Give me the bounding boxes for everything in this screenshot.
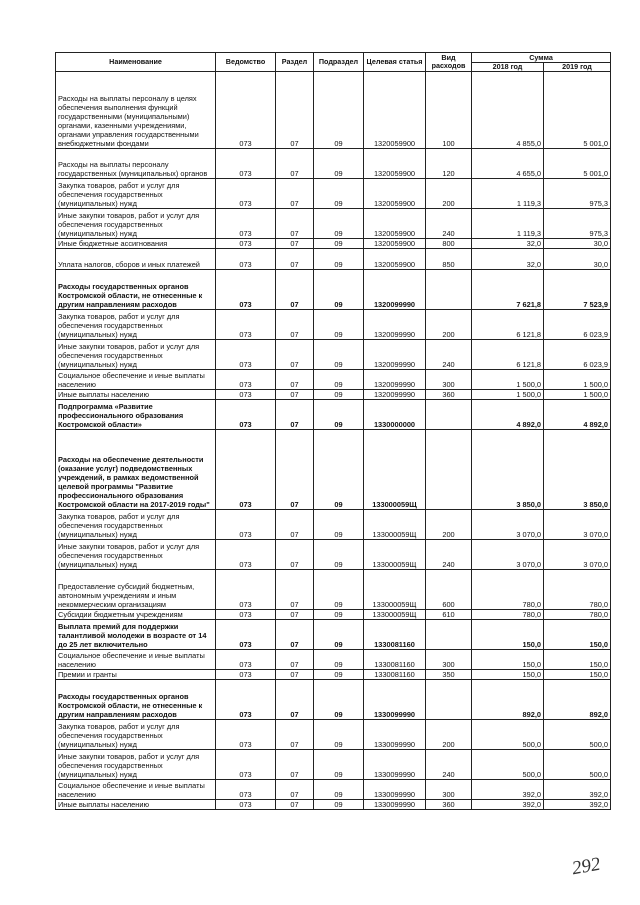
row-section: 07 bbox=[276, 72, 314, 149]
table-row bbox=[56, 780, 611, 800]
row-expense-type: 120 bbox=[426, 149, 472, 179]
row-expense-type bbox=[426, 270, 472, 310]
row-expense-type: 300 bbox=[426, 370, 472, 390]
row-section: 07 bbox=[276, 249, 314, 270]
row-expense-type: 200 bbox=[426, 179, 472, 209]
table-row bbox=[56, 650, 611, 670]
table-row bbox=[56, 72, 611, 149]
row-department: 073 bbox=[216, 430, 276, 510]
table-row bbox=[56, 179, 611, 209]
row-subsection: 09 bbox=[314, 209, 364, 239]
row-section: 07 bbox=[276, 650, 314, 670]
row-name: Предоставление субсидий бюджетным, автономным учреждениям и иным некоммерческим организациям bbox=[56, 570, 216, 610]
row-sum-2018: 4 655,0 bbox=[472, 149, 544, 179]
row-name: Социальное обеспечение и иные выплаты населению bbox=[56, 650, 216, 670]
row-expense-type: 360 bbox=[426, 390, 472, 400]
row-department: 073 bbox=[216, 149, 276, 179]
row-department: 073 bbox=[216, 72, 276, 149]
row-section: 07 bbox=[276, 620, 314, 650]
header-target: Целевая статья bbox=[364, 53, 426, 72]
row-department: 073 bbox=[216, 610, 276, 620]
row-department: 073 bbox=[216, 370, 276, 390]
row-expense-type bbox=[426, 680, 472, 720]
row-subsection: 09 bbox=[314, 720, 364, 750]
row-subsection: 09 bbox=[314, 650, 364, 670]
row-target: 133000059Щ bbox=[364, 570, 426, 610]
row-target: 1330099990 bbox=[364, 800, 426, 810]
row-sum-2018: 7 621,8 bbox=[472, 270, 544, 310]
row-section: 07 bbox=[276, 179, 314, 209]
row-sum-2019: 780,0 bbox=[544, 610, 611, 620]
table-row bbox=[56, 680, 611, 720]
row-department: 073 bbox=[216, 720, 276, 750]
row-section: 07 bbox=[276, 310, 314, 340]
row-target: 1320099990 bbox=[364, 270, 426, 310]
row-department: 073 bbox=[216, 510, 276, 540]
row-section: 07 bbox=[276, 340, 314, 370]
row-sum-2019: 975,3 bbox=[544, 209, 611, 239]
row-sum-2019: 3 070,0 bbox=[544, 510, 611, 540]
row-target: 133000059Щ bbox=[364, 540, 426, 570]
row-expense-type: 850 bbox=[426, 249, 472, 270]
row-subsection: 09 bbox=[314, 370, 364, 390]
row-sum-2018: 500,0 bbox=[472, 720, 544, 750]
row-section: 07 bbox=[276, 800, 314, 810]
row-section: 07 bbox=[276, 510, 314, 540]
row-sum-2018: 32,0 bbox=[472, 239, 544, 249]
row-sum-2018: 6 121,8 bbox=[472, 340, 544, 370]
row-subsection: 09 bbox=[314, 430, 364, 510]
table-row bbox=[56, 510, 611, 540]
row-name: Иные выплаты населению bbox=[56, 390, 216, 400]
row-target: 1330099990 bbox=[364, 680, 426, 720]
row-sum-2018: 150,0 bbox=[472, 620, 544, 650]
row-sum-2019: 392,0 bbox=[544, 800, 611, 810]
row-name: Расходы на выплаты персоналу в целях обеспечения выполнения функций государственными (муниципальными) органами, казенными учреждениями, органами управления государственными внебюджетными фондами bbox=[56, 72, 216, 149]
row-section: 07 bbox=[276, 390, 314, 400]
row-subsection: 09 bbox=[314, 540, 364, 570]
row-sum-2019: 1 500,0 bbox=[544, 390, 611, 400]
row-sum-2019: 500,0 bbox=[544, 720, 611, 750]
table-row bbox=[56, 620, 611, 650]
row-name: Расходы на обеспечение деятельности (оказание услуг) подведомственных учреждений, в рамках ведомственной целевой программы "Развитие профессионального образования Костромской области на 2017-2019 годы" bbox=[56, 430, 216, 510]
row-department: 073 bbox=[216, 340, 276, 370]
row-expense-type: 300 bbox=[426, 650, 472, 670]
header-section: Раздел bbox=[276, 53, 314, 72]
row-sum-2019: 150,0 bbox=[544, 620, 611, 650]
page-number-handwritten: 292 bbox=[570, 853, 603, 880]
row-department: 073 bbox=[216, 650, 276, 670]
row-department: 073 bbox=[216, 270, 276, 310]
row-target: 1330000000 bbox=[364, 400, 426, 430]
row-target: 133000059Щ bbox=[364, 510, 426, 540]
row-name: Иные бюджетные ассигнования bbox=[56, 239, 216, 249]
table-row bbox=[56, 209, 611, 239]
header-year-2018: 2018 год bbox=[472, 63, 544, 72]
row-expense-type: 100 bbox=[426, 72, 472, 149]
table-row bbox=[56, 720, 611, 750]
table-row bbox=[56, 270, 611, 310]
row-department: 073 bbox=[216, 209, 276, 239]
row-subsection: 09 bbox=[314, 249, 364, 270]
row-target: 1330081160 bbox=[364, 650, 426, 670]
table-row bbox=[56, 540, 611, 570]
row-target: 1330081160 bbox=[364, 670, 426, 680]
row-sum-2018: 3 850,0 bbox=[472, 430, 544, 510]
row-sum-2018: 6 121,8 bbox=[472, 310, 544, 340]
row-expense-type bbox=[426, 430, 472, 510]
row-name: Закупка товаров, работ и услуг для обеспечения государственных (муниципальных) нужд bbox=[56, 720, 216, 750]
row-sum-2018: 392,0 bbox=[472, 780, 544, 800]
row-subsection: 09 bbox=[314, 800, 364, 810]
row-target: 1320059900 bbox=[364, 209, 426, 239]
row-expense-type: 240 bbox=[426, 540, 472, 570]
row-section: 07 bbox=[276, 239, 314, 249]
row-sum-2018: 4 855,0 bbox=[472, 72, 544, 149]
header-year-2019: 2019 год bbox=[544, 63, 611, 72]
table-body bbox=[56, 72, 611, 810]
row-sum-2019: 892,0 bbox=[544, 680, 611, 720]
row-sum-2018: 3 070,0 bbox=[472, 510, 544, 540]
row-target: 1330099990 bbox=[364, 750, 426, 780]
row-sum-2019: 5 001,0 bbox=[544, 149, 611, 179]
table-row bbox=[56, 370, 611, 390]
row-target: 1320099990 bbox=[364, 310, 426, 340]
row-subsection: 09 bbox=[314, 239, 364, 249]
row-expense-type: 200 bbox=[426, 510, 472, 540]
row-subsection: 09 bbox=[314, 570, 364, 610]
row-sum-2019: 150,0 bbox=[544, 670, 611, 680]
table-row bbox=[56, 310, 611, 340]
row-sum-2019: 392,0 bbox=[544, 780, 611, 800]
row-sum-2018: 3 070,0 bbox=[472, 540, 544, 570]
row-name: Расходы государственных органов Костромской области, не отнесенные к другим направлениям расходов bbox=[56, 270, 216, 310]
row-name: Расходы государственных органов Костромской области, не отнесенные к другим направлениям расходов bbox=[56, 680, 216, 720]
row-sum-2018: 1 500,0 bbox=[472, 390, 544, 400]
row-target: 1320099990 bbox=[364, 340, 426, 370]
row-target: 1320059900 bbox=[364, 179, 426, 209]
row-target: 133000059Щ bbox=[364, 430, 426, 510]
row-target: 1320099990 bbox=[364, 370, 426, 390]
row-expense-type: 200 bbox=[426, 720, 472, 750]
table-row bbox=[56, 430, 611, 510]
row-section: 07 bbox=[276, 680, 314, 720]
row-subsection: 09 bbox=[314, 610, 364, 620]
row-section: 07 bbox=[276, 370, 314, 390]
row-sum-2018: 1 500,0 bbox=[472, 370, 544, 390]
row-department: 073 bbox=[216, 400, 276, 430]
row-name: Закупка товаров, работ и услуг для обеспечения государственных (муниципальных) нужд bbox=[56, 510, 216, 540]
row-sum-2019: 500,0 bbox=[544, 750, 611, 780]
row-section: 07 bbox=[276, 430, 314, 510]
table-row bbox=[56, 610, 611, 620]
header-subsection: Подраздел bbox=[314, 53, 364, 72]
row-subsection: 09 bbox=[314, 780, 364, 800]
row-department: 073 bbox=[216, 670, 276, 680]
row-subsection: 09 bbox=[314, 270, 364, 310]
row-name: Уплата налогов, сборов и иных платежей bbox=[56, 249, 216, 270]
row-sum-2019: 7 523,9 bbox=[544, 270, 611, 310]
row-subsection: 09 bbox=[314, 620, 364, 650]
row-sum-2019: 1 500,0 bbox=[544, 370, 611, 390]
row-sum-2019: 6 023,9 bbox=[544, 310, 611, 340]
row-target: 1320059900 bbox=[364, 249, 426, 270]
row-sum-2019: 30,0 bbox=[544, 239, 611, 249]
row-target: 1320059900 bbox=[364, 149, 426, 179]
row-target: 1320059900 bbox=[364, 239, 426, 249]
table-row bbox=[56, 750, 611, 780]
table-row bbox=[56, 340, 611, 370]
row-target: 1320099990 bbox=[364, 390, 426, 400]
row-sum-2019: 3 070,0 bbox=[544, 540, 611, 570]
row-subsection: 09 bbox=[314, 340, 364, 370]
row-subsection: 09 bbox=[314, 680, 364, 720]
table-row bbox=[56, 149, 611, 179]
row-expense-type: 800 bbox=[426, 239, 472, 249]
table-row bbox=[56, 390, 611, 400]
row-subsection: 09 bbox=[314, 400, 364, 430]
row-name: Иные закупки товаров, работ и услуг для обеспечения государственных (муниципальных) нужд bbox=[56, 209, 216, 239]
row-section: 07 bbox=[276, 670, 314, 680]
row-target: 1320059900 bbox=[364, 72, 426, 149]
row-name: Расходы на выплаты персоналу государственных (муниципальных) органов bbox=[56, 149, 216, 179]
row-department: 073 bbox=[216, 249, 276, 270]
row-department: 073 bbox=[216, 310, 276, 340]
row-sum-2019: 30,0 bbox=[544, 249, 611, 270]
row-sum-2019: 6 023,9 bbox=[544, 340, 611, 370]
row-section: 07 bbox=[276, 720, 314, 750]
row-section: 07 bbox=[276, 540, 314, 570]
row-target: 133000059Щ bbox=[364, 610, 426, 620]
row-expense-type: 610 bbox=[426, 610, 472, 620]
table-row bbox=[56, 670, 611, 680]
row-department: 073 bbox=[216, 680, 276, 720]
row-department: 073 bbox=[216, 540, 276, 570]
row-expense-type: 600 bbox=[426, 570, 472, 610]
row-subsection: 09 bbox=[314, 179, 364, 209]
row-target: 1330099990 bbox=[364, 720, 426, 750]
header-department: Ведомство bbox=[216, 53, 276, 72]
row-sum-2018: 4 892,0 bbox=[472, 400, 544, 430]
table-row bbox=[56, 239, 611, 249]
row-subsection: 09 bbox=[314, 310, 364, 340]
row-name: Выплата премий для поддержки талантливой молодежи в возрасте от 14 до 25 лет включительно bbox=[56, 620, 216, 650]
row-sum-2019: 3 850,0 bbox=[544, 430, 611, 510]
row-department: 073 bbox=[216, 750, 276, 780]
row-sum-2018: 892,0 bbox=[472, 680, 544, 720]
row-department: 073 bbox=[216, 780, 276, 800]
row-sum-2018: 150,0 bbox=[472, 650, 544, 670]
row-expense-type bbox=[426, 400, 472, 430]
row-name: Премии и гранты bbox=[56, 670, 216, 680]
row-section: 07 bbox=[276, 400, 314, 430]
row-sum-2019: 5 001,0 bbox=[544, 72, 611, 149]
row-target: 1330099990 bbox=[364, 780, 426, 800]
row-department: 073 bbox=[216, 570, 276, 610]
row-section: 07 bbox=[276, 270, 314, 310]
row-subsection: 09 bbox=[314, 510, 364, 540]
row-expense-type: 240 bbox=[426, 340, 472, 370]
row-sum-2018: 392,0 bbox=[472, 800, 544, 810]
row-expense-type: 350 bbox=[426, 670, 472, 680]
table-row bbox=[56, 249, 611, 270]
row-sum-2018: 1 119,3 bbox=[472, 209, 544, 239]
row-expense-type: 360 bbox=[426, 800, 472, 810]
table-row bbox=[56, 570, 611, 610]
row-section: 07 bbox=[276, 149, 314, 179]
row-sum-2019: 975,3 bbox=[544, 179, 611, 209]
row-name: Иные выплаты населению bbox=[56, 800, 216, 810]
row-expense-type: 300 bbox=[426, 780, 472, 800]
row-subsection: 09 bbox=[314, 670, 364, 680]
row-subsection: 09 bbox=[314, 149, 364, 179]
row-sum-2019: 150,0 bbox=[544, 650, 611, 670]
row-name: Иные закупки товаров, работ и услуг для обеспечения государственных (муниципальных) нужд bbox=[56, 750, 216, 780]
row-section: 07 bbox=[276, 570, 314, 610]
row-department: 073 bbox=[216, 800, 276, 810]
row-section: 07 bbox=[276, 209, 314, 239]
header-expense-type: Вид расходов bbox=[426, 53, 472, 72]
row-name: Субсидии бюджетным учреждениям bbox=[56, 610, 216, 620]
header-sum: Сумма bbox=[472, 53, 611, 63]
row-name: Иные закупки товаров, работ и услуг для обеспечения государственных (муниципальных) нужд bbox=[56, 340, 216, 370]
row-sum-2018: 150,0 bbox=[472, 670, 544, 680]
row-name: Закупка товаров, работ и услуг для обеспечения государственных (муниципальных) нужд bbox=[56, 179, 216, 209]
row-expense-type: 200 bbox=[426, 310, 472, 340]
row-section: 07 bbox=[276, 610, 314, 620]
row-sum-2018: 780,0 bbox=[472, 570, 544, 610]
row-expense-type: 240 bbox=[426, 209, 472, 239]
row-sum-2019: 4 892,0 bbox=[544, 400, 611, 430]
row-expense-type: 240 bbox=[426, 750, 472, 780]
row-name: Социальное обеспечение и иные выплаты населению bbox=[56, 370, 216, 390]
row-department: 073 bbox=[216, 179, 276, 209]
row-section: 07 bbox=[276, 780, 314, 800]
row-department: 073 bbox=[216, 620, 276, 650]
row-sum-2018: 500,0 bbox=[472, 750, 544, 780]
row-name: Иные закупки товаров, работ и услуг для обеспечения государственных (муниципальных) нужд bbox=[56, 540, 216, 570]
header-name: Наименование bbox=[56, 53, 216, 72]
row-subsection: 09 bbox=[314, 390, 364, 400]
row-name: Подпрограмма «Развитие профессионального образования Костромской области» bbox=[56, 400, 216, 430]
row-sum-2018: 1 119,3 bbox=[472, 179, 544, 209]
row-name: Закупка товаров, работ и услуг для обеспечения государственных (муниципальных) нужд bbox=[56, 310, 216, 340]
row-subsection: 09 bbox=[314, 750, 364, 780]
row-sum-2019: 780,0 bbox=[544, 570, 611, 610]
row-department: 073 bbox=[216, 239, 276, 249]
budget-table bbox=[55, 52, 611, 810]
row-name: Социальное обеспечение и иные выплаты населению bbox=[56, 780, 216, 800]
row-section: 07 bbox=[276, 750, 314, 780]
row-target: 1330081160 bbox=[364, 620, 426, 650]
row-subsection: 09 bbox=[314, 72, 364, 149]
row-sum-2018: 32,0 bbox=[472, 249, 544, 270]
row-expense-type bbox=[426, 620, 472, 650]
row-sum-2018: 780,0 bbox=[472, 610, 544, 620]
row-department: 073 bbox=[216, 390, 276, 400]
table-row bbox=[56, 800, 611, 810]
table-row bbox=[56, 400, 611, 430]
